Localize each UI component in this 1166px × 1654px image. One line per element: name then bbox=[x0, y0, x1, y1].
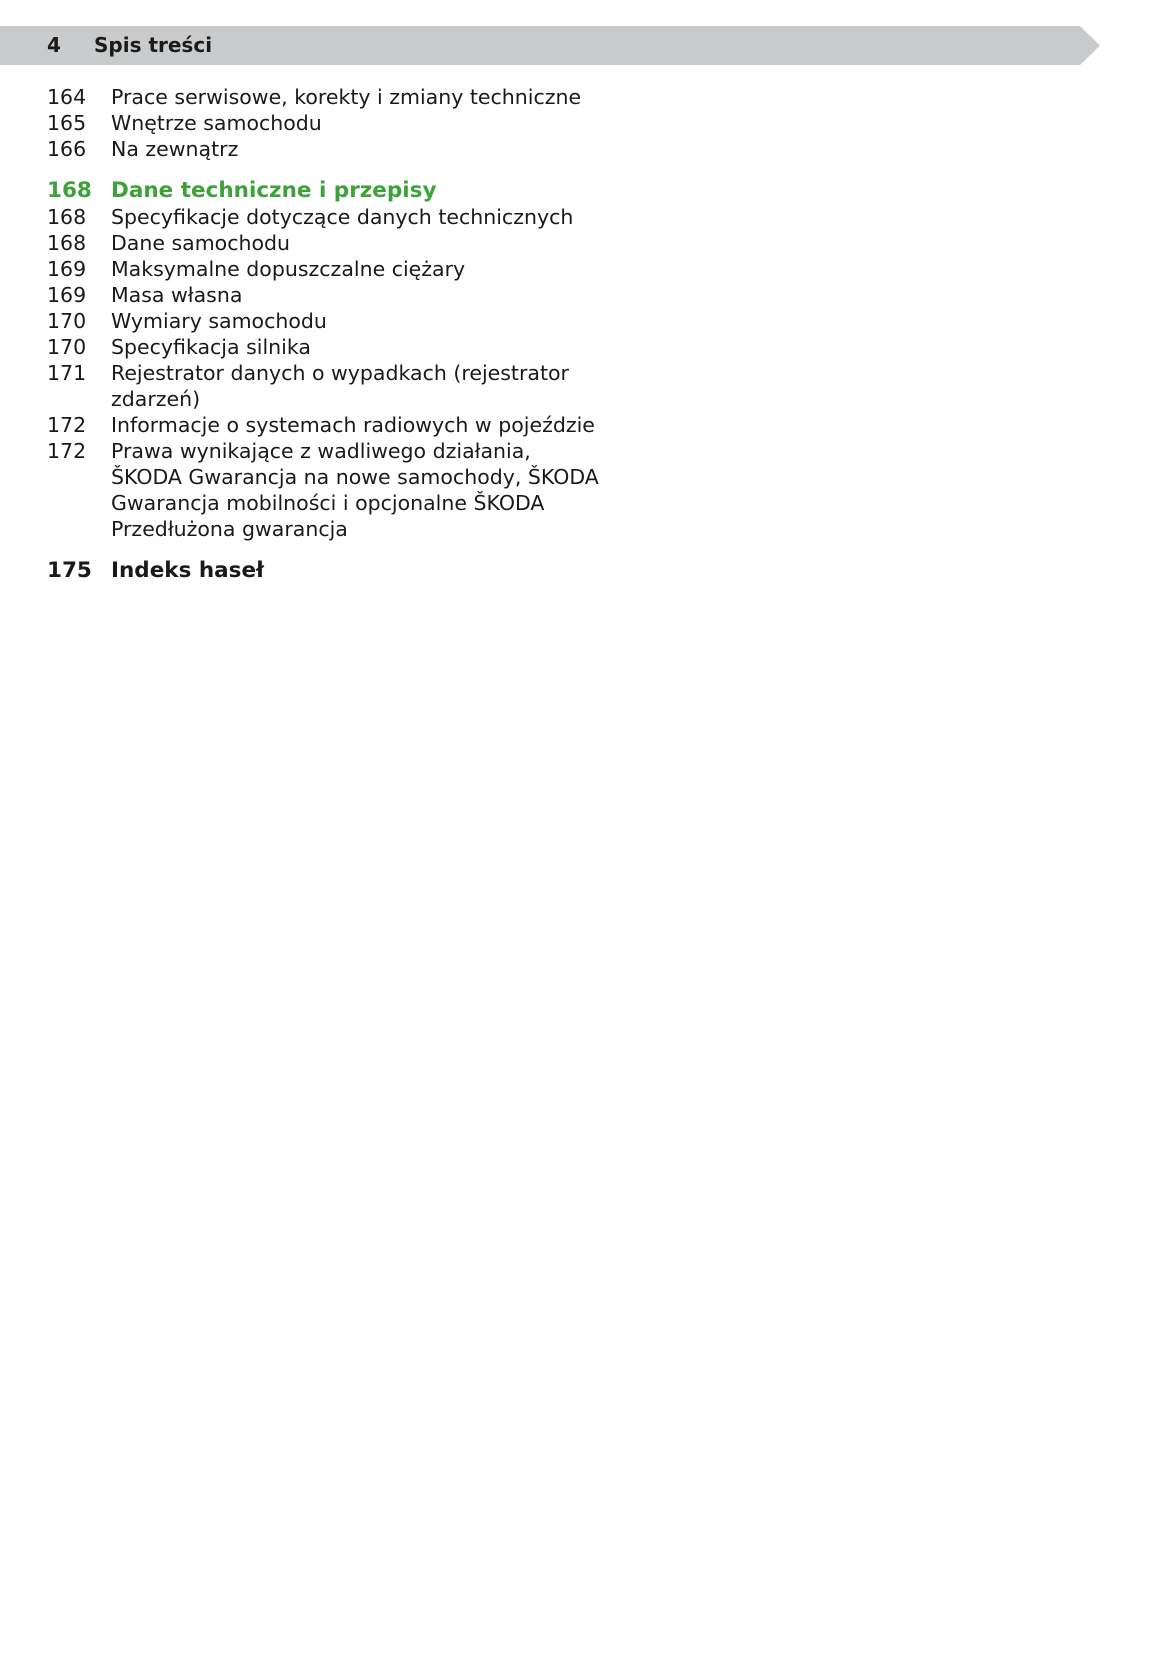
toc-page-number: 172 bbox=[47, 413, 87, 437]
toc-entry[interactable] bbox=[47, 110, 607, 136]
toc-entry[interactable] bbox=[47, 334, 607, 360]
toc-page-number: 165 bbox=[47, 111, 87, 135]
toc-page-number: 168 bbox=[47, 205, 87, 229]
toc-entry[interactable] bbox=[47, 438, 607, 542]
toc-entry[interactable] bbox=[47, 136, 607, 162]
toc-section-title: Indeks haseł bbox=[111, 558, 265, 583]
toc-page-number: 164 bbox=[47, 85, 87, 109]
toc-title: Prace serwisowe, korekty i zmiany techniczne bbox=[111, 85, 582, 109]
toc-title: Wymiary samochodu bbox=[111, 309, 327, 333]
toc-entry[interactable] bbox=[47, 282, 607, 308]
toc-page-number: 168 bbox=[47, 231, 87, 255]
toc-section-index[interactable] bbox=[47, 558, 607, 584]
toc-page-number: 172 bbox=[47, 439, 87, 463]
header-title: Spis treści bbox=[94, 33, 213, 57]
toc-title: Prawa wynikające z wadliwego działania, ŠKODA Gwarancja na nowe samochody, ŠKODA Gwarancja mobilności i opcjonalne ŠKODA Przedłużona gwarancja bbox=[111, 439, 599, 541]
toc-page-number: 170 bbox=[47, 335, 87, 359]
toc-section-technical-data[interactable] bbox=[47, 178, 607, 204]
toc-title: Maksymalne dopuszczalne ciężary bbox=[111, 257, 466, 281]
toc-section-title: Dane techniczne i przepisy bbox=[111, 178, 437, 203]
toc-title: Dane samochodu bbox=[111, 231, 291, 255]
table-of-contents bbox=[47, 84, 607, 584]
toc-title: Specyfikacja silnika bbox=[111, 335, 311, 359]
toc-page-number: 171 bbox=[47, 361, 87, 385]
toc-entry[interactable] bbox=[47, 204, 607, 230]
toc-page-number: 170 bbox=[47, 309, 87, 333]
toc-entry[interactable] bbox=[47, 230, 607, 256]
toc-page-number: 166 bbox=[47, 137, 87, 161]
toc-entry[interactable] bbox=[47, 256, 607, 282]
header-page-number: 4 bbox=[47, 33, 61, 57]
toc-entry[interactable] bbox=[47, 360, 607, 412]
toc-page-number: 169 bbox=[47, 257, 87, 281]
toc-section-page-number: 175 bbox=[47, 558, 92, 583]
toc-entry[interactable] bbox=[47, 412, 607, 438]
toc-entry[interactable] bbox=[47, 308, 607, 334]
toc-title: Informacje o systemach radiowych w pojeździe bbox=[111, 413, 595, 437]
toc-title: Specyfikacje dotyczące danych technicznych bbox=[111, 205, 574, 229]
toc-title: Masa własna bbox=[111, 283, 243, 307]
toc-title: Rejestrator danych o wypadkach (rejestrator zdarzeń) bbox=[111, 361, 569, 411]
toc-entry[interactable] bbox=[47, 84, 607, 110]
toc-section-page-number: 168 bbox=[47, 178, 92, 203]
toc-page-number: 169 bbox=[47, 283, 87, 307]
toc-title: Na zewnątrz bbox=[111, 137, 239, 161]
toc-title: Wnętrze samochodu bbox=[111, 111, 322, 135]
